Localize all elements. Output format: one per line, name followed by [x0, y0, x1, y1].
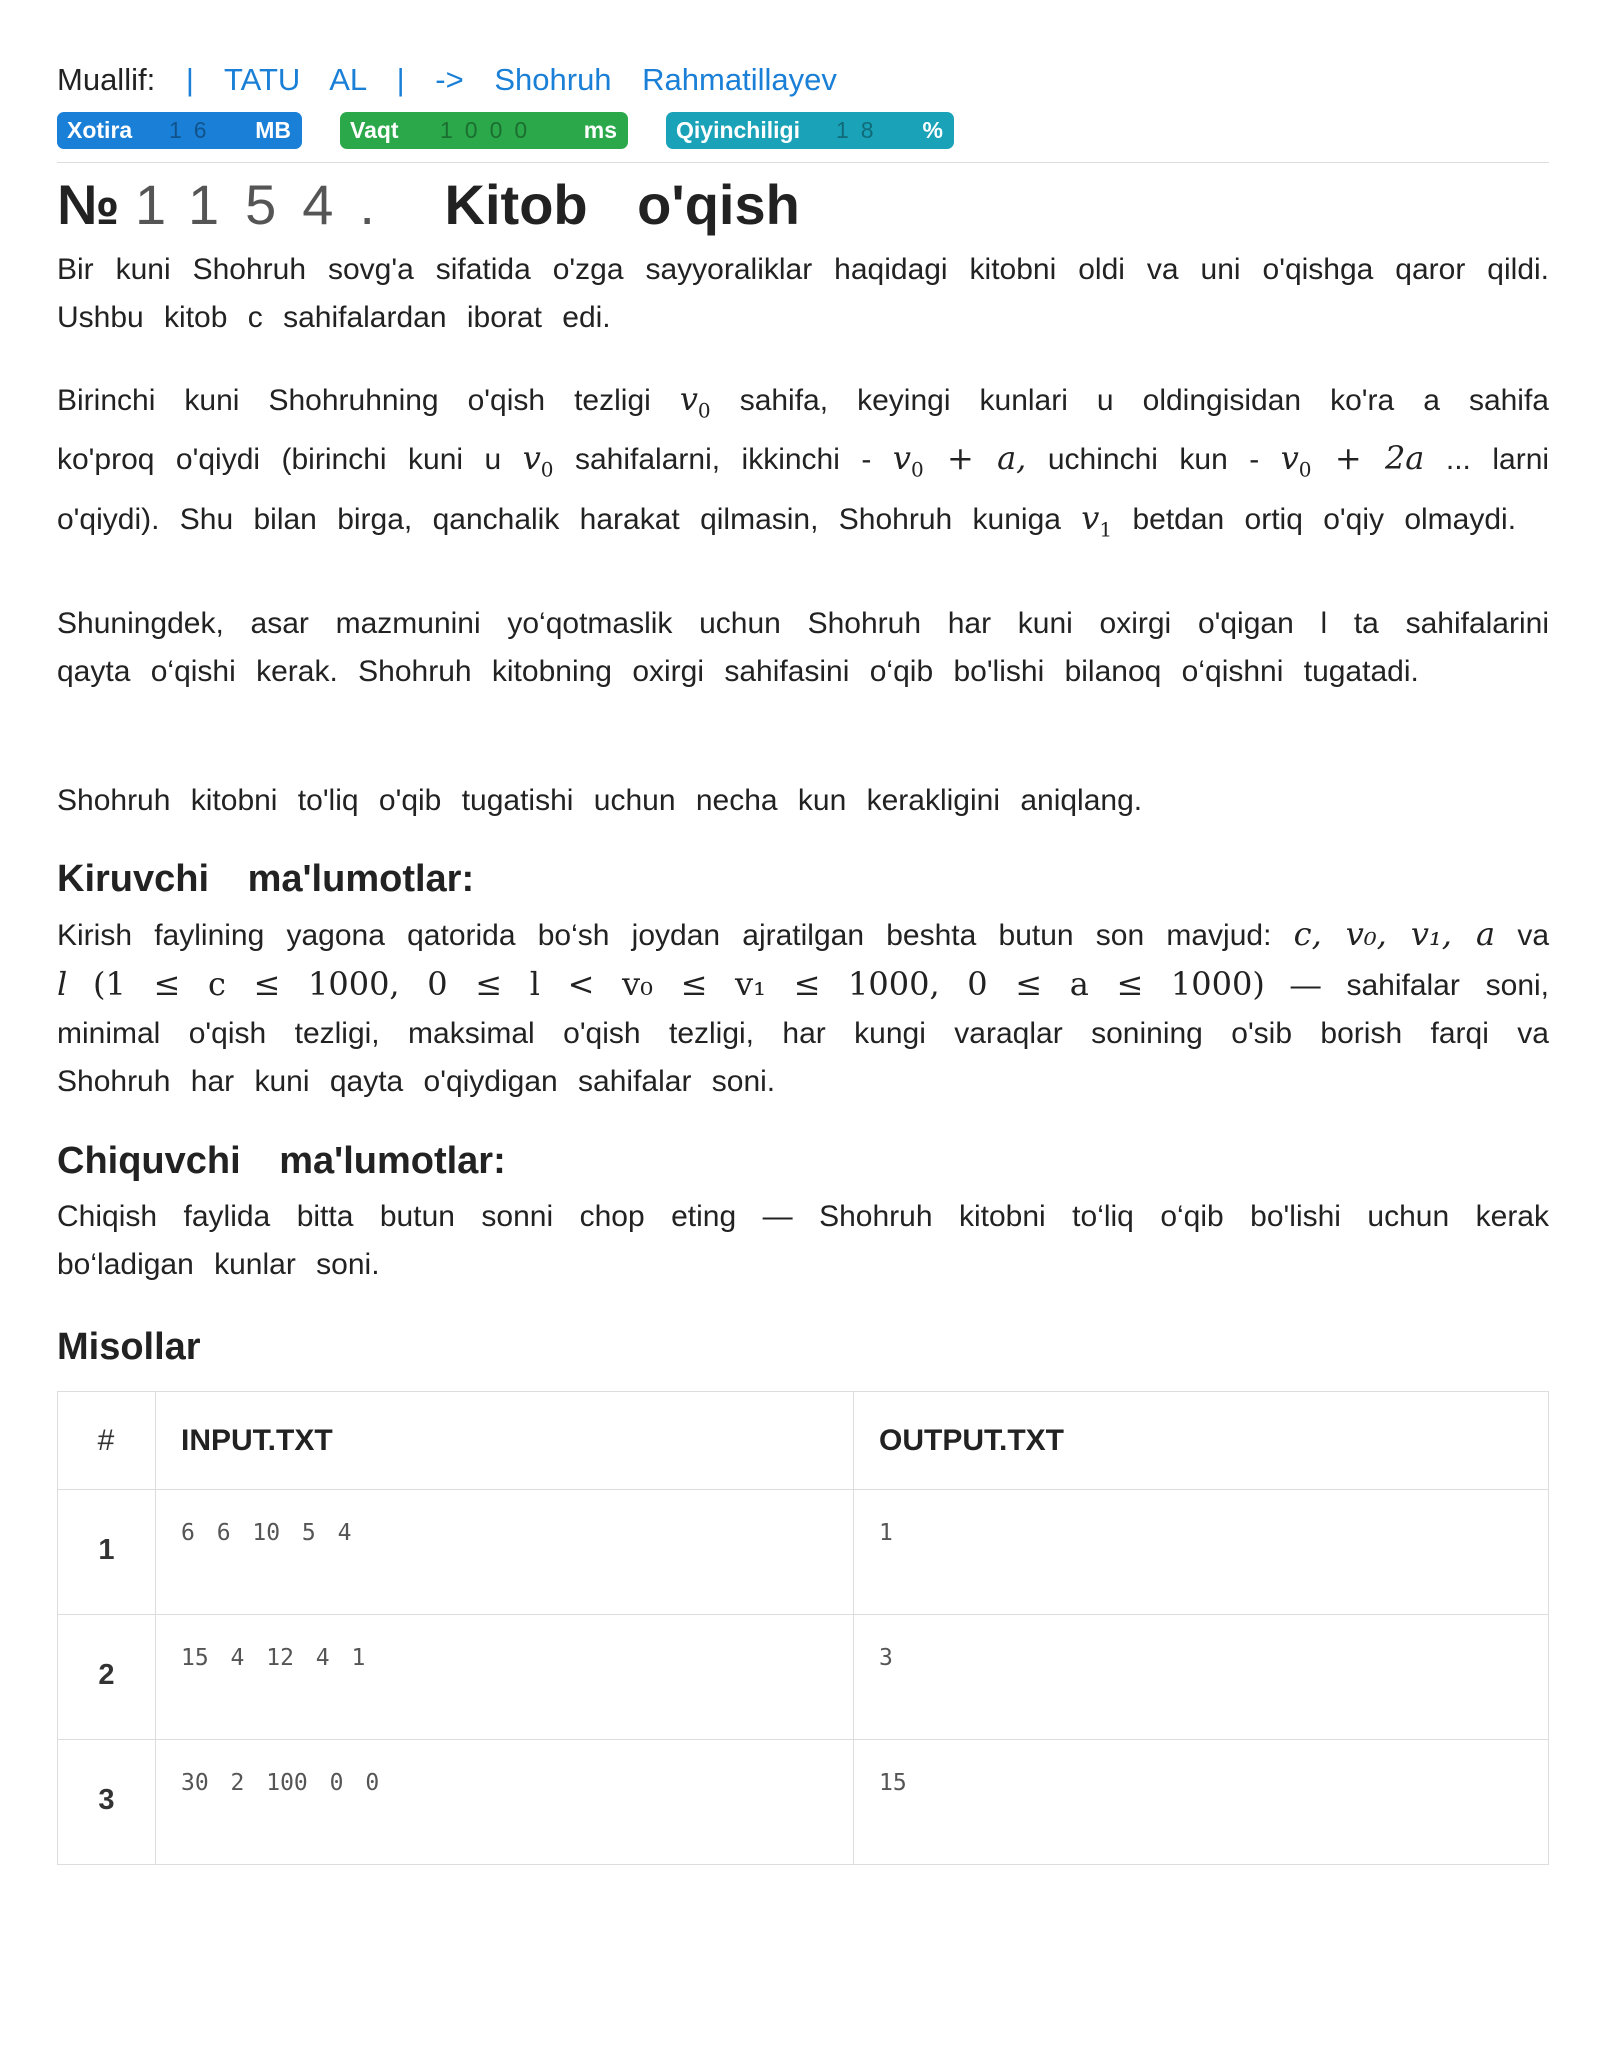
memory-limit-badge — [57, 112, 302, 149]
statement-paragraph-4: Shohruh kitobni to'liq o'qib tugatishi uchun necha kun kerakligini aniqlang. — [57, 784, 1143, 817]
input-description — [57, 910, 1549, 1106]
example-output: 15 — [854, 1740, 1549, 1865]
example-input: 6 6 10 5 4 — [156, 1490, 854, 1615]
number-sign: № — [57, 173, 120, 236]
time-label: Vaqt — [350, 117, 399, 143]
separator: | — [396, 62, 405, 97]
author-name-link[interactable]: Shohruh Rahmatillayev — [494, 62, 837, 97]
column-header-output: OUTPUT.TXT — [854, 1392, 1549, 1490]
memory-unit: MB — [255, 117, 291, 143]
time-unit: ms — [583, 117, 617, 143]
math-vars: c, v₀, v₁, a — [1293, 915, 1496, 953]
text: — sahifalar soni, minimal o'qish tezligi, maksimal o'qish tezligi, har kungi varaqlar sonining o'sib borish farqi va Shohruh har kuni qayta o'qiydigan sahifalar soni. — [57, 969, 1550, 1098]
math-v1: $v_1$ — [1081, 498, 1113, 542]
output-description: Chiqish faylida bitta butun sonni chop eting — Shohruh kitobni to‘liq o‘qib bo'lishi uchun kerak bo‘ladigan kunlar soni. — [57, 1200, 1549, 1281]
difficulty-value: 18 — [836, 117, 886, 143]
header-divider — [57, 162, 1549, 163]
table-row — [58, 1615, 1549, 1740]
example-input: 30 2 100 0 0 — [156, 1740, 854, 1865]
row-number: 2 — [58, 1615, 156, 1740]
text: va — [1517, 919, 1550, 952]
page-title — [57, 172, 800, 238]
statement-paragraph-3: Shuningdek, asar mazmunini yo‘qotmaslik uchun Shohruh har kuni oxirgi o'qigan l ta sahifalarini qayta o‘qishi kerak. Shohruh kitobning oxirgi sahifasini o‘qib bo'lishi bilanoq o‘qishni tugatadi. — [57, 607, 1549, 688]
text: sahifa, keyingi kunlari u oldingisidan ko'ra a sahifa ko'proq o'qiydi (birinchi kuni u — [57, 384, 1549, 477]
math-v0-plus-2a: $v_0 + 2a$ — [1280, 439, 1425, 482]
row-number: 1 — [58, 1490, 156, 1615]
author-label: Muallif: — [57, 62, 156, 97]
time-value: 1000 — [440, 117, 540, 143]
math-constraints: (1 ≤ c ≤ 1000, 0 ≤ l < v₀ ≤ v₁ ≤ 1000, 0 ≤ a ≤ 1000) — [93, 965, 1265, 1003]
example-output: 1 — [854, 1490, 1549, 1615]
math-v0: $v_0$ — [679, 380, 711, 423]
output-heading: Chiquvchi ma'lumotlar: — [57, 1140, 506, 1182]
difficulty-label: Qiyinchiligi — [676, 117, 800, 143]
problem-number: 1154. — [135, 173, 401, 236]
difficulty-badge — [666, 112, 954, 149]
examples-heading: Misollar — [57, 1326, 201, 1368]
table-row — [58, 1740, 1549, 1865]
text: uchinchi kun - — [1047, 443, 1260, 477]
row-number: 3 — [58, 1740, 156, 1865]
example-input: 15 4 12 4 1 — [156, 1615, 854, 1740]
time-limit-badge — [340, 112, 628, 149]
text: Birinchi kuni Shohruhning o'qish tezligi — [57, 384, 651, 417]
math-v0-plus-a: $v_0 + a$, — [892, 439, 1027, 482]
author-line — [57, 58, 837, 102]
difficulty-unit: % — [922, 117, 943, 143]
text: ... larni o'qiydi). Shu bilan birga, qanchalik harakat qilmasin, Shohruh kuniga — [57, 443, 1550, 536]
separator: | — [185, 62, 194, 97]
problem-title: Kitob o'qish — [444, 173, 800, 236]
example-output: 3 — [854, 1615, 1549, 1740]
table-row — [58, 1490, 1549, 1615]
statement-paragraph-2 — [57, 375, 1549, 553]
math-v0: $v_0$ — [522, 439, 554, 482]
examples-table — [57, 1391, 1549, 1865]
memory-label: Xotira — [67, 117, 133, 143]
limits-badges — [57, 112, 992, 149]
table-header-row — [58, 1392, 1549, 1490]
math-l: l — [57, 965, 68, 1003]
column-header-number: # — [58, 1392, 156, 1490]
text: Kirish faylining yagona qatorida bo‘sh joydan ajratilgan beshta butun son mavjud: — [57, 919, 1272, 952]
text: betdan ortiq o'qiy olmaydi. — [1132, 502, 1517, 536]
input-heading: Kiruvchi ma'lumotlar: — [57, 858, 475, 900]
text: sahifalarni, ikkinchi - — [574, 443, 872, 477]
author-org-link[interactable]: TATU AL — [223, 62, 366, 97]
arrow: -> — [435, 62, 464, 97]
memory-value: 16 — [169, 117, 219, 143]
statement-paragraph-1: Bir kuni Shohruh sovg'a sifatida o'zga sayyoraliklar haqidagi kitobni oldi va uni o'qishga qaror qildi. Ushbu kitob c sahifalardan iborat edi. — [57, 253, 1549, 334]
column-header-input: INPUT.TXT — [156, 1392, 854, 1490]
